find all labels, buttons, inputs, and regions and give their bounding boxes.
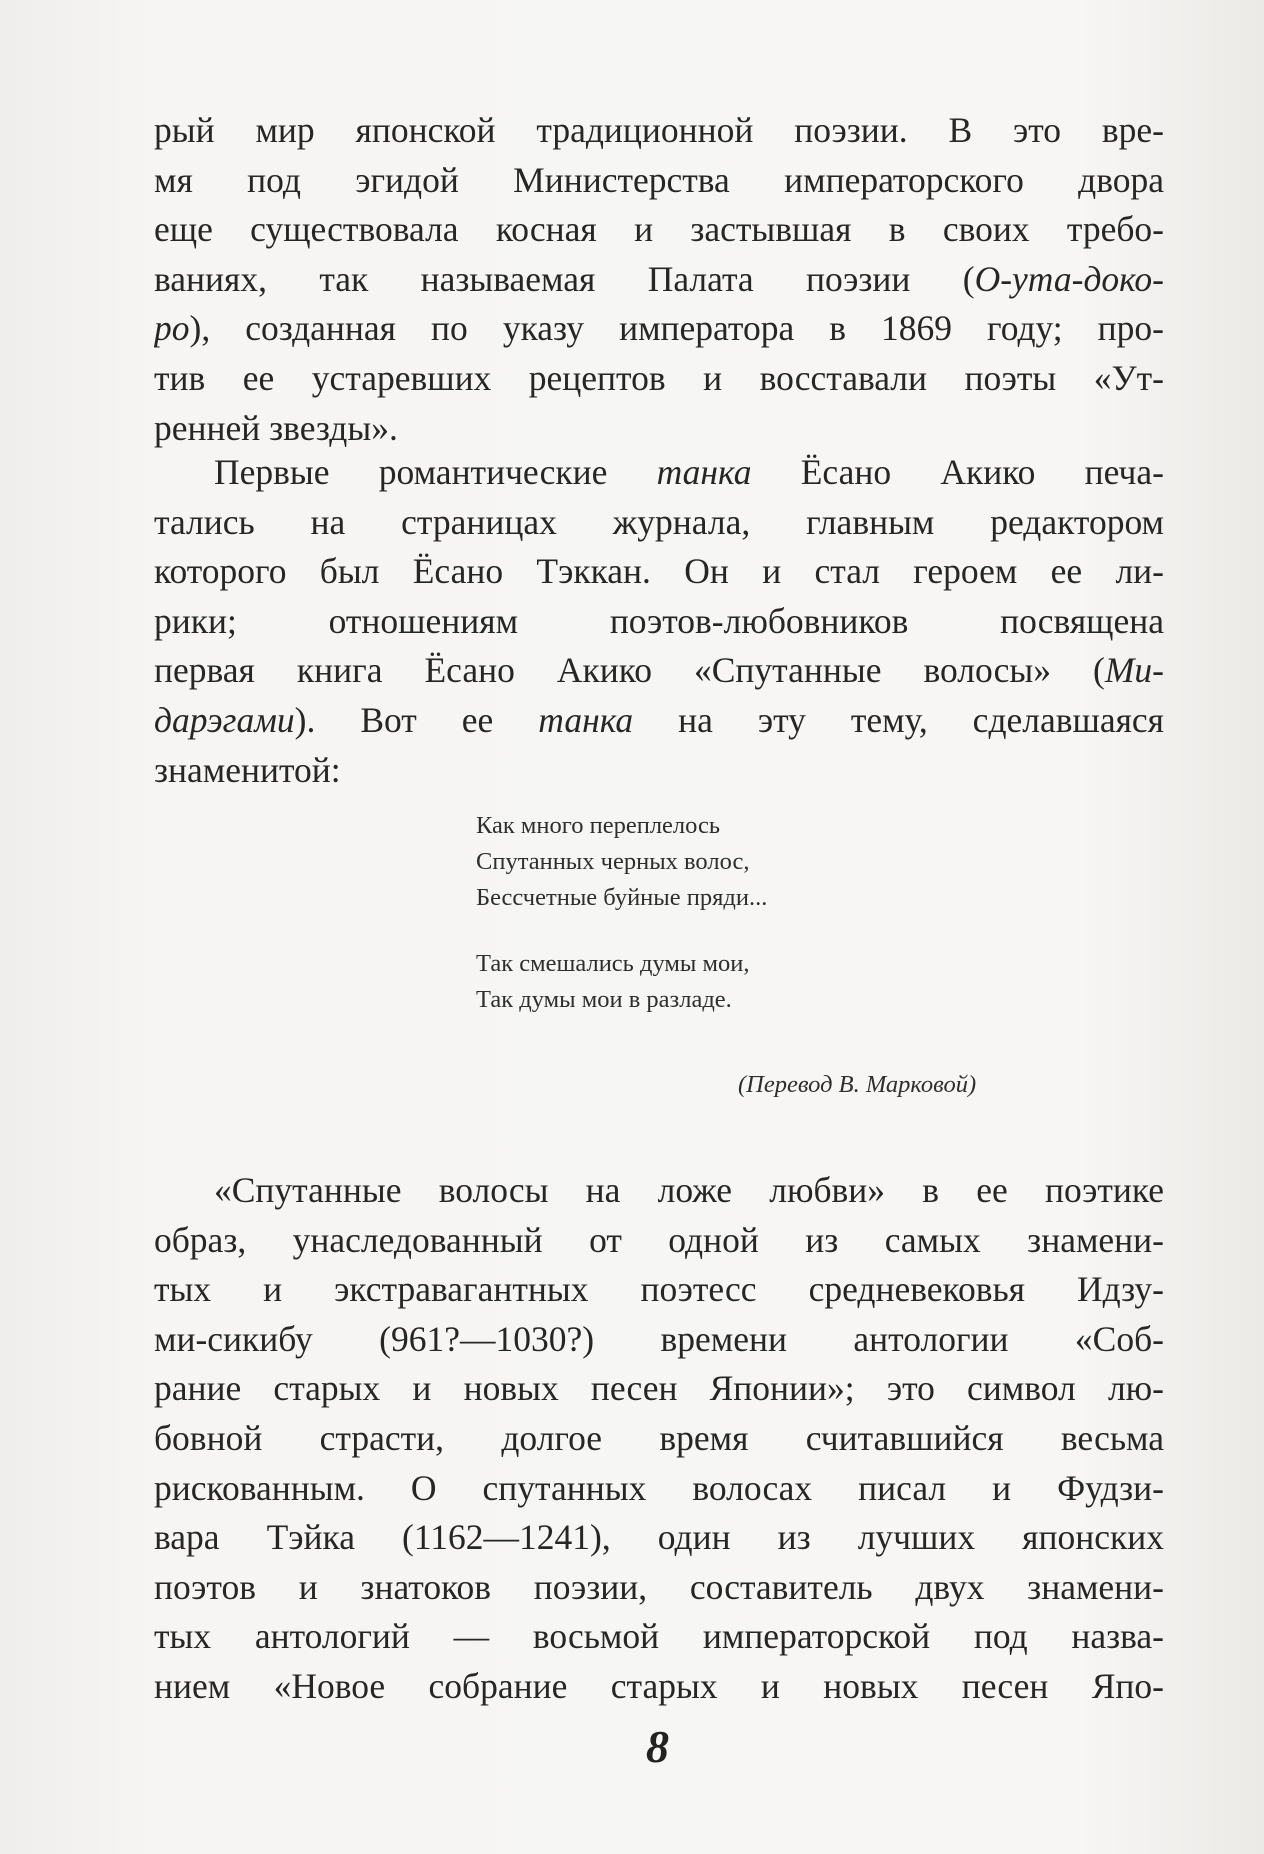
paragraph-1 xyxy=(154,106,1164,453)
italic-term: дарэгами xyxy=(154,699,295,740)
text-line: рики; отношениям поэтов-любовников посвящена xyxy=(154,600,1164,641)
text-line xyxy=(154,646,1164,696)
text-line: образ, унаследованный от одной из самых знамени- xyxy=(154,1219,1164,1260)
translator-credit: (Перевод В. Марковой) xyxy=(738,1071,977,1098)
text-fragment: ). Вот ее xyxy=(294,699,539,740)
poem-line: Так думы мои в разладе. xyxy=(476,986,732,1013)
text-line: рискованным. О спутанных волосах писал и Фудзи- xyxy=(154,1467,1164,1508)
text-line: рый мир японской традиционной поэзии. В это вре- xyxy=(154,110,1164,150)
text-line: «Спутанные волосы на ложе любви» в ее поэтике xyxy=(214,1170,1164,1210)
text-fragment: на эту тему, сделавшаяся xyxy=(633,699,1164,740)
italic-term: Ми- xyxy=(1104,650,1164,691)
italic-term: танка xyxy=(656,452,752,492)
text-fragment: ваниях, так называемая Палата поэзии ( xyxy=(154,258,975,299)
text-line: вара Тэйка (1162—1241), один из лучших японских xyxy=(154,1517,1164,1558)
text-line: тив ее устаревших рецептов и восставали поэты «Ут- xyxy=(154,357,1164,398)
text-fragment: ), созданная по указу императора в 1869 году; про- xyxy=(189,308,1164,349)
italic-term: ро xyxy=(154,308,190,349)
paragraph-3 xyxy=(154,1166,1164,1712)
poem-line: Как много переплелось xyxy=(476,812,721,839)
text-line xyxy=(154,696,1164,746)
text-line: рание старых и новых песен Японии»; это символ лю- xyxy=(154,1368,1164,1409)
poem xyxy=(476,808,767,1018)
poem-line: Так смешались думы мои, xyxy=(476,950,750,977)
text-line: еще существовала косная и застывшая в своих требо- xyxy=(154,209,1164,250)
text-line: знаменитой: xyxy=(154,749,341,790)
text-fragment: Ёсано Акико печа- xyxy=(751,452,1164,492)
text-line: ренней звезды». xyxy=(154,407,398,448)
text-line: которого был Ёсано Тэккан. Он и стал героем ее ли- xyxy=(154,551,1164,592)
text-line: тались на страницах журнала, главным редактором xyxy=(154,501,1164,542)
poem-line: Бессчетные буйные пряди... xyxy=(476,884,768,911)
text-line: тых и экстравагантных поэтесс средневековья Идзу- xyxy=(154,1269,1164,1310)
paragraph-2 xyxy=(154,448,1164,795)
text-line xyxy=(154,448,1164,498)
text-line: мя под эгидой Министерства императорского двора xyxy=(154,159,1164,200)
poem-line: Спутанных черных волос, xyxy=(476,848,750,875)
text-line: нием «Новое собрание старых и новых песен Япо- xyxy=(154,1665,1164,1706)
text-line: поэтов и знатоков поэзии, составитель двух знамени- xyxy=(154,1566,1164,1607)
text-line xyxy=(154,255,1164,305)
text-line: бовной страсти, долгое время считавшийся весьма xyxy=(154,1417,1164,1458)
text-line: тых антологий — восьмой императорской под назва- xyxy=(154,1616,1164,1657)
stanza-gap xyxy=(476,916,767,946)
text-fragment: Первые романтические xyxy=(214,452,657,492)
text-line: ми-сикибу (961?—1030?) времени антологии «Соб- xyxy=(154,1318,1164,1359)
italic-term: О-ута-доко- xyxy=(974,258,1164,299)
text-line xyxy=(154,304,1164,354)
text-fragment: первая книга Ёсано Акико «Спутанные волосы» ( xyxy=(154,650,1105,691)
italic-term: танка xyxy=(538,699,634,740)
page-number: 8 xyxy=(646,1721,669,1772)
